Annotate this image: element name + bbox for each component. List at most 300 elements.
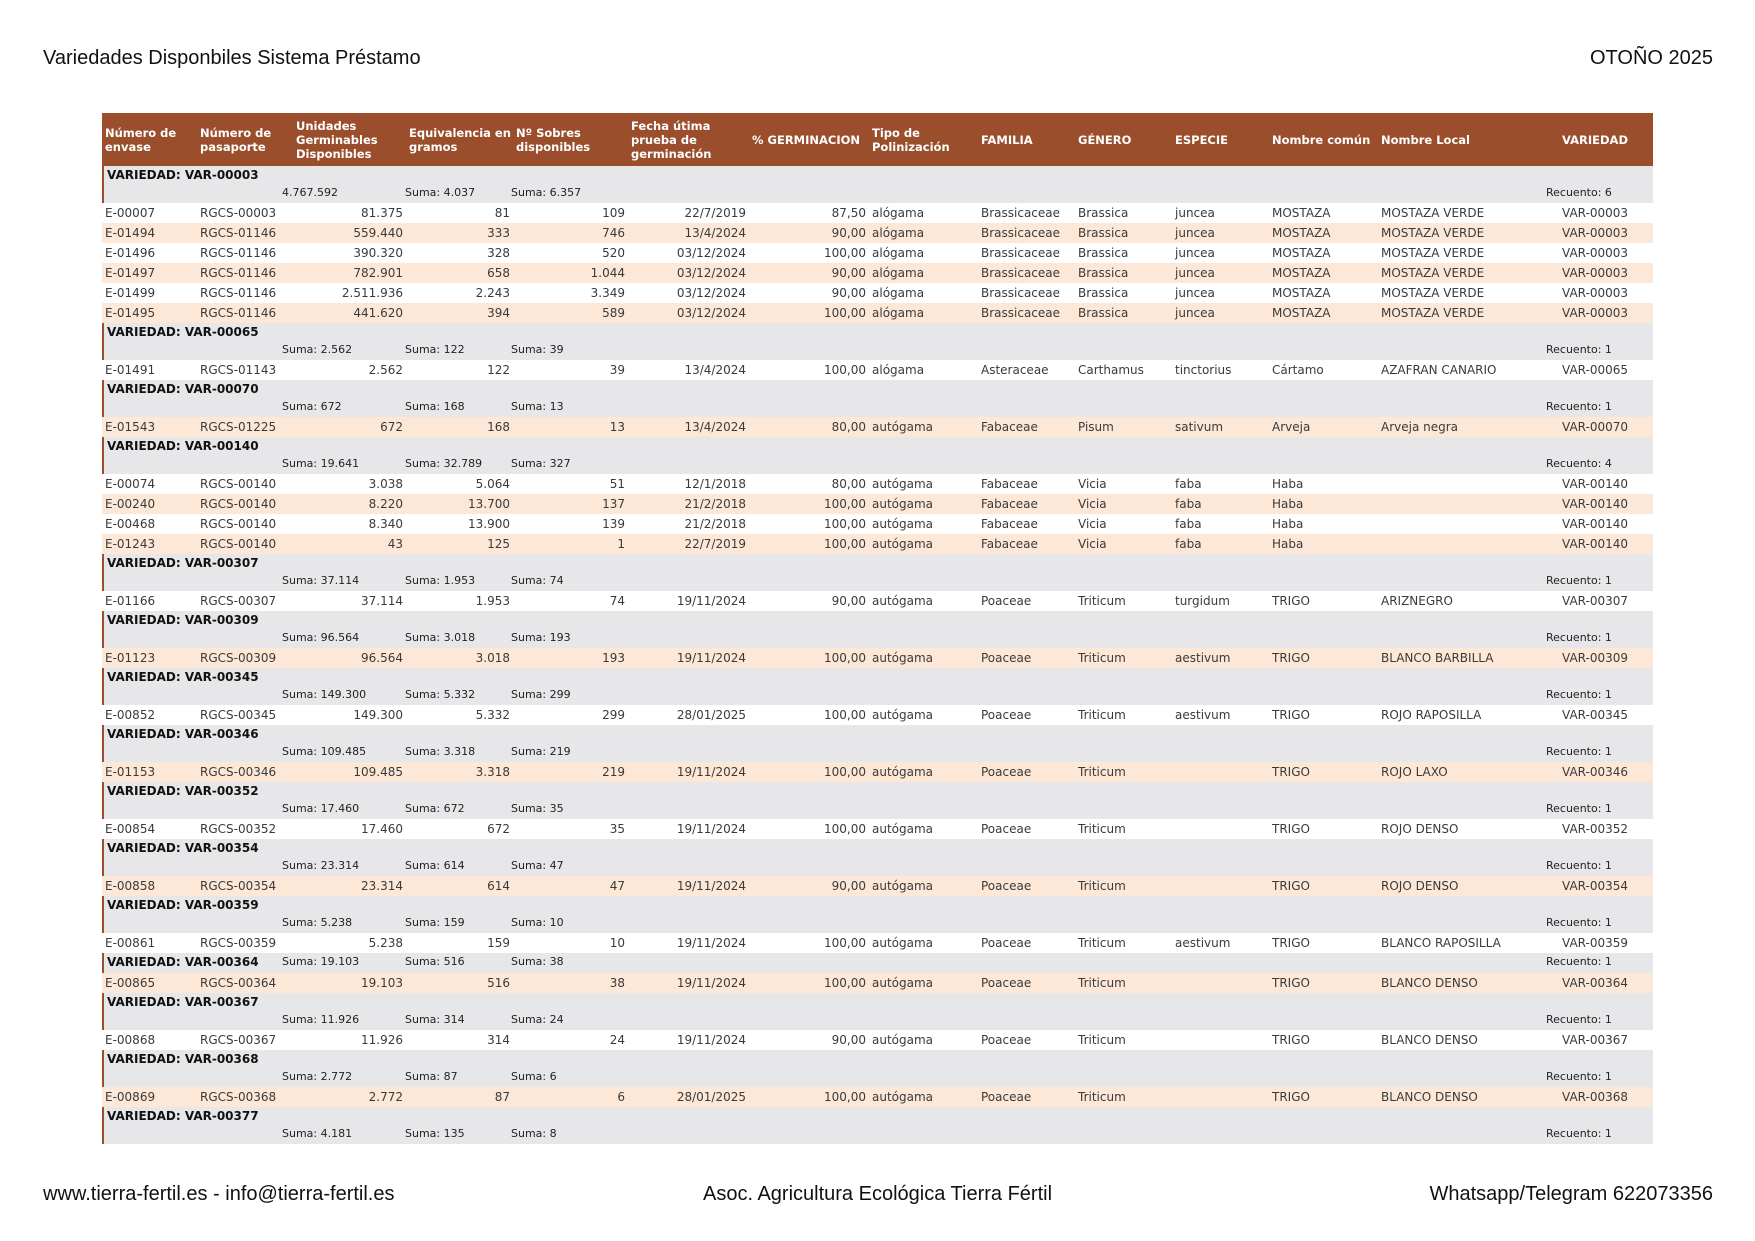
column-header-sobres: Nº Sobres disponibles [516,125,591,154]
group-count: Recuento: 1 [1546,1127,1612,1140]
cell-num-envase: E-00852 [105,708,156,722]
cell-num-envase: E-00074 [105,477,156,491]
cell-variedad: VAR-00003 [1562,246,1629,260]
page-title: Variedades Disponbiles Sistema Préstamo [43,47,421,69]
cell-num-pasaporte: RGCS-01146 [200,306,277,320]
cell-fecha: 19/11/2024 [676,1033,746,1047]
sum-grams: Suma: 159 [405,916,465,929]
column-header-nombre-local: Nombre Local [1381,132,1470,147]
sum-grams: Suma: 614 [405,859,465,872]
cell-nombre-local: MOSTAZA VERDE [1381,206,1485,220]
cell-equivalencia: 314 [487,1033,510,1047]
cell-nombre-local: MOSTAZA VERDE [1381,246,1485,260]
cell-familia: Poaceae [981,879,1032,893]
column-header-num-envase: Número de envase [105,125,177,154]
sum-sobres: Suma: 35 [511,802,564,815]
cell-germinacion: 90,00 [831,286,866,300]
column-header-variedad: VARIEDAD [1562,132,1629,147]
sum-sobres: Suma: 193 [511,631,571,644]
cell-num-envase: E-00869 [105,1090,156,1104]
cell-fecha: 13/4/2024 [684,226,746,240]
cell-num-pasaporte: RGCS-00140 [200,517,277,531]
cell-polinizacion: autógama [872,1090,934,1104]
cell-sobres: 24 [609,1033,625,1047]
group-count: Recuento: 6 [1546,186,1612,199]
table-row [102,876,1653,896]
sum-units: Suma: 2.772 [282,1070,353,1083]
group-summary [104,398,1653,417]
cell-polinizacion: alógama [872,226,925,240]
cell-num-pasaporte: RGCS-00140 [200,497,277,511]
cell-genero: Triticum [1078,651,1126,665]
group-count: Recuento: 1 [1546,631,1612,644]
sum-units: 4.767.592 [282,186,338,199]
cell-polinizacion: autógama [872,822,934,836]
cell-fecha: 03/12/2024 [676,306,746,320]
cell-num-envase: E-01243 [105,537,156,551]
cell-familia: Fabaceae [981,420,1038,434]
cell-unidades: 37.114 [361,594,403,608]
cell-sobres: 47 [609,879,625,893]
table-row [102,474,1653,494]
sum-sobres: Suma: 47 [511,859,564,872]
table-row [102,283,1653,303]
cell-sobres: 74 [609,594,625,608]
group-count: Recuento: 1 [1546,745,1612,758]
cell-especie: juncea [1175,286,1215,300]
sum-sobres: Suma: 6 [511,1070,557,1083]
cell-germinacion: 90,00 [831,879,866,893]
cell-familia: Fabaceae [981,537,1038,551]
group-summary [104,341,1653,360]
cell-germinacion: 100,00 [824,306,866,320]
cell-variedad: VAR-00345 [1562,708,1629,722]
sum-grams: Suma: 3.318 [405,745,476,758]
cell-equivalencia: 13.900 [468,517,510,531]
cell-num-envase: E-01496 [105,246,156,260]
sum-units: Suma: 672 [282,400,342,413]
group-title: VARIEDAD: VAR-00352 [107,784,259,798]
sum-units: Suma: 96.564 [282,631,360,644]
cell-num-pasaporte: RGCS-01146 [200,226,277,240]
cell-num-pasaporte: RGCS-01146 [200,266,277,280]
cell-nombre-local: BLANCO BARBILLA [1381,651,1494,665]
cell-unidades: 8.340 [368,517,403,531]
cell-variedad: VAR-00352 [1562,822,1629,836]
cell-genero: Brassica [1078,246,1129,260]
group-title: VARIEDAD: VAR-00364 [107,955,259,969]
cell-especie: tinctorius [1175,363,1232,377]
cell-genero: Brassica [1078,286,1129,300]
cell-familia: Poaceae [981,594,1032,608]
group-count: Recuento: 1 [1546,916,1612,929]
variety-group [102,725,1653,762]
cell-unidades: 11.926 [361,1033,403,1047]
group-summary [104,572,1653,591]
cell-unidades: 81.375 [361,206,403,220]
sum-sobres: Suma: 219 [511,745,571,758]
cell-germinacion: 100,00 [824,517,866,531]
cell-genero: Brassica [1078,206,1129,220]
cell-unidades: 19.103 [361,976,403,990]
cell-sobres: 746 [602,226,625,240]
cell-sobres: 137 [602,497,625,511]
cell-polinizacion: autógama [872,765,934,779]
table-row [102,203,1653,223]
sum-grams: Suma: 4.037 [405,186,476,199]
cell-fecha: 19/11/2024 [676,976,746,990]
cell-variedad: VAR-00003 [1562,286,1629,300]
cell-sobres: 38 [609,976,625,990]
group-summary [104,1011,1653,1030]
cell-nombre-comun: MOSTAZA [1272,286,1331,300]
footer-contact: www.tierra-fertil.es - info@tierra-fertil.es [43,1183,395,1205]
cell-equivalencia: 122 [487,363,510,377]
cell-num-envase: E-01494 [105,226,156,240]
cell-genero: Triticum [1078,1033,1126,1047]
season-label: OTOÑO 2025 [1589,47,1713,69]
cell-polinizacion: autógama [872,651,934,665]
cell-variedad: VAR-00359 [1562,936,1629,950]
table-header [102,113,1653,166]
cell-especie: juncea [1175,206,1215,220]
column-header-equivalencia: Equivalencia en gramos [409,125,511,154]
table-row [102,360,1653,380]
cell-equivalencia: 658 [487,266,510,280]
cell-sobres: 139 [602,517,625,531]
cell-polinizacion: alógama [872,363,925,377]
cell-polinizacion: alógama [872,266,925,280]
cell-fecha: 19/11/2024 [676,936,746,950]
cell-especie: faba [1175,537,1202,551]
cell-num-envase: E-00007 [105,206,156,220]
table-body [102,166,1653,1144]
cell-equivalencia: 3.318 [475,765,510,779]
cell-nombre-comun: TRIGO [1272,765,1310,779]
cell-fecha: 13/4/2024 [684,363,746,377]
cell-genero: Triticum [1078,765,1126,779]
column-header-genero: GÉNERO [1078,132,1132,147]
cell-genero: Vicia [1078,477,1107,491]
cell-equivalencia: 333 [487,226,510,240]
sum-sobres: Suma: 24 [511,1013,564,1026]
cell-especie: faba [1175,517,1202,531]
cell-fecha: 22/7/2019 [684,206,746,220]
group-title: VARIEDAD: VAR-00367 [107,995,259,1009]
sum-grams: Suma: 32.789 [405,457,483,470]
cell-nombre-comun: Cártamo [1272,363,1324,377]
group-title: VARIEDAD: VAR-00354 [107,841,259,855]
cell-num-pasaporte: RGCS-00359 [200,936,277,950]
cell-especie: sativum [1175,420,1224,434]
cell-variedad: VAR-00070 [1562,420,1629,434]
cell-especie: turgidum [1175,594,1230,608]
cell-germinacion: 100,00 [824,976,866,990]
cell-nombre-comun: TRIGO [1272,822,1310,836]
cell-equivalencia: 13.700 [468,497,510,511]
cell-familia: Fabaceae [981,517,1038,531]
sum-grams: Suma: 516 [405,955,465,968]
cell-num-envase: E-01543 [105,420,156,434]
group-title: VARIEDAD: VAR-00140 [107,439,259,453]
cell-variedad: VAR-00307 [1562,594,1629,608]
cell-familia: Brassicaceae [981,226,1061,240]
cell-nombre-local: ROJO DENSO [1381,879,1459,893]
cell-num-envase: E-01491 [105,363,156,377]
cell-num-pasaporte: RGCS-01143 [200,363,277,377]
cell-genero: Pisum [1078,420,1114,434]
cell-variedad: VAR-00003 [1562,266,1629,280]
cell-nombre-local: ROJO DENSO [1381,822,1459,836]
cell-fecha: 19/11/2024 [676,765,746,779]
sum-sobres: Suma: 10 [511,916,564,929]
cell-num-pasaporte: RGCS-00345 [200,708,277,722]
cell-polinizacion: autógama [872,879,934,893]
cell-sobres: 193 [602,651,625,665]
group-title: VARIEDAD: VAR-00065 [107,325,259,339]
sum-sobres: Suma: 39 [511,343,564,356]
cell-unidades: 8.220 [368,497,403,511]
cell-nombre-comun: MOSTAZA [1272,226,1331,240]
cell-equivalencia: 394 [487,306,510,320]
cell-unidades: 23.314 [361,879,403,893]
cell-nombre-local: AZAFRAN CANARIO [1381,363,1497,377]
cell-germinacion: 100,00 [824,936,866,950]
variety-group [102,668,1653,705]
cell-unidades: 43 [387,537,403,551]
cell-genero: Triticum [1078,708,1126,722]
cell-nombre-local: ARIZNEGRO [1381,594,1453,608]
cell-genero: Triticum [1078,1090,1126,1104]
cell-familia: Asteraceae [981,363,1049,377]
cell-num-pasaporte: RGCS-00368 [200,1090,277,1104]
cell-num-pasaporte: RGCS-01146 [200,246,277,260]
cell-nombre-comun: Haba [1272,497,1304,511]
table-row [102,933,1653,953]
cell-especie: juncea [1175,246,1215,260]
group-count: Recuento: 1 [1546,343,1612,356]
group-summary [104,1125,1653,1144]
variety-group [102,1050,1653,1087]
group-count: Recuento: 1 [1546,955,1612,968]
cell-num-pasaporte: RGCS-00003 [200,206,277,220]
cell-nombre-comun: Haba [1272,537,1304,551]
cell-nombre-comun: TRIGO [1272,976,1310,990]
sum-grams: Suma: 135 [405,1127,465,1140]
group-title: VARIEDAD: VAR-00377 [107,1109,259,1123]
cell-unidades: 5.238 [368,936,403,950]
cell-nombre-comun: TRIGO [1272,1033,1310,1047]
sum-units: Suma: 19.641 [282,457,360,470]
cell-num-pasaporte: RGCS-00354 [200,879,277,893]
cell-sobres: 520 [602,246,625,260]
cell-nombre-comun: TRIGO [1272,594,1310,608]
cell-variedad: VAR-00368 [1562,1090,1629,1104]
cell-especie: aestivum [1175,708,1231,722]
group-count: Recuento: 1 [1546,1013,1612,1026]
table-row [102,1087,1653,1107]
cell-sobres: 13 [609,420,625,434]
cell-nombre-comun: Arveja [1272,420,1311,434]
cell-nombre-comun: TRIGO [1272,879,1310,893]
group-count: Recuento: 1 [1546,859,1612,872]
group-count: Recuento: 1 [1546,400,1612,413]
cell-familia: Fabaceae [981,497,1038,511]
cell-fecha: 03/12/2024 [676,246,746,260]
sum-grams: Suma: 5.332 [405,688,476,701]
cell-nombre-comun: Haba [1272,477,1304,491]
cell-germinacion: 80,00 [831,477,866,491]
sum-units: Suma: 2.562 [282,343,353,356]
cell-familia: Poaceae [981,976,1032,990]
cell-variedad: VAR-00354 [1562,879,1629,893]
group-summary [104,686,1653,705]
cell-equivalencia: 3.018 [475,651,510,665]
sum-units: Suma: 17.460 [282,802,360,815]
cell-polinizacion: autógama [872,976,934,990]
cell-equivalencia: 125 [487,537,510,551]
cell-num-pasaporte: RGCS-01146 [200,286,277,300]
cell-germinacion: 80,00 [831,420,866,434]
cell-nombre-comun: TRIGO [1272,651,1310,665]
table-row [102,1030,1653,1050]
footer-association: Asoc. Agricultura Ecológica Tierra Fértil [702,1183,1053,1205]
cell-genero: Brassica [1078,226,1129,240]
variety-group [102,993,1653,1030]
cell-germinacion: 100,00 [824,822,866,836]
table-row [102,223,1653,243]
cell-variedad: VAR-00003 [1562,306,1629,320]
sum-grams: Suma: 3.018 [405,631,476,644]
cell-polinizacion: alógama [872,206,925,220]
group-title: VARIEDAD: VAR-00307 [107,556,259,570]
cell-polinizacion: autógama [872,420,934,434]
variety-group [102,166,1653,203]
cell-familia: Brassicaceae [981,286,1061,300]
cell-equivalencia: 5.332 [475,708,510,722]
cell-equivalencia: 614 [487,879,510,893]
column-header-fecha: Fecha útima prueba de germinación [631,118,712,161]
cell-especie: aestivum [1175,936,1231,950]
cell-variedad: VAR-00309 [1562,651,1629,665]
column-header-unidades: Unidades Germinables Disponibles [296,118,378,161]
group-title: VARIEDAD: VAR-00346 [107,727,259,741]
cell-nombre-local: MOSTAZA VERDE [1381,306,1485,320]
sum-sobres: Suma: 74 [511,574,564,587]
variety-group [102,1107,1653,1144]
cell-nombre-local: Arveja negra [1381,420,1459,434]
cell-polinizacion: alógama [872,286,925,300]
cell-unidades: 2.772 [368,1090,403,1104]
cell-fecha: 21/2/2018 [684,497,746,511]
cell-sobres: 10 [609,936,625,950]
cell-germinacion: 90,00 [831,1033,866,1047]
cell-num-envase: E-00854 [105,822,156,836]
sum-units: Suma: 11.926 [282,1013,360,1026]
cell-fecha: 21/2/2018 [684,517,746,531]
cell-sobres: 51 [609,477,625,491]
cell-equivalencia: 2.243 [475,286,510,300]
cell-sobres: 39 [609,363,625,377]
cell-familia: Poaceae [981,708,1032,722]
cell-especie: juncea [1175,306,1215,320]
cell-equivalencia: 328 [487,246,510,260]
cell-genero: Vicia [1078,537,1107,551]
cell-variedad: VAR-00003 [1562,206,1629,220]
cell-polinizacion: alógama [872,306,925,320]
cell-num-envase: E-00240 [105,497,156,511]
variety-group [102,323,1653,360]
cell-polinizacion: autógama [872,517,934,531]
cell-variedad: VAR-00364 [1562,976,1629,990]
group-summary [104,629,1653,648]
cell-unidades: 96.564 [361,651,403,665]
sum-units: Suma: 5.238 [282,916,353,929]
cell-fecha: 12/1/2018 [684,477,746,491]
cell-fecha: 19/11/2024 [676,594,746,608]
column-header-familia: FAMILIA [981,132,1033,147]
cell-equivalencia: 159 [487,936,510,950]
column-header-germinacion: % GERMINACION [752,132,861,147]
cell-num-envase: E-01495 [105,306,156,320]
cell-num-pasaporte: RGCS-00307 [200,594,277,608]
cell-genero: Triticum [1078,879,1126,893]
cell-polinizacion: alógama [872,246,925,260]
sum-grams: Suma: 314 [405,1013,465,1026]
table-row [102,514,1653,534]
group-title: VARIEDAD: VAR-00309 [107,613,259,627]
group-title: VARIEDAD: VAR-00345 [107,670,259,684]
cell-familia: Poaceae [981,936,1032,950]
cell-sobres: 109 [602,206,625,220]
cell-nombre-local: BLANCO DENSO [1381,976,1478,990]
varieties-table [102,113,1653,1144]
cell-unidades: 3.038 [368,477,403,491]
cell-unidades: 2.562 [368,363,403,377]
cell-nombre-comun: Haba [1272,517,1304,531]
cell-nombre-local: BLANCO RAPOSILLA [1381,936,1501,950]
cell-genero: Triticum [1078,936,1126,950]
cell-num-envase: E-01499 [105,286,156,300]
cell-num-pasaporte: RGCS-00309 [200,651,277,665]
cell-fecha: 03/12/2024 [676,266,746,280]
cell-nombre-comun: MOSTAZA [1272,266,1331,280]
cell-genero: Triticum [1078,976,1126,990]
cell-equivalencia: 5.064 [475,477,510,491]
cell-especie: juncea [1175,226,1215,240]
cell-nombre-local: ROJO LAXO [1381,765,1448,779]
cell-sobres: 219 [602,765,625,779]
cell-especie: juncea [1175,266,1215,280]
cell-polinizacion: autógama [872,1033,934,1047]
cell-variedad: VAR-00367 [1562,1033,1629,1047]
cell-unidades: 559.440 [353,226,403,240]
sum-grams: Suma: 87 [405,1070,458,1083]
group-count: Recuento: 4 [1546,457,1612,470]
cell-num-pasaporte: RGCS-00346 [200,765,277,779]
sum-sobres: Suma: 327 [511,457,571,470]
cell-sobres: 6 [617,1090,625,1104]
table-row [102,534,1653,554]
table-row [102,819,1653,839]
cell-nombre-local: MOSTAZA VERDE [1381,226,1485,240]
cell-polinizacion: autógama [872,497,934,511]
cell-nombre-comun: TRIGO [1272,1090,1310,1104]
variety-group [102,611,1653,648]
cell-num-pasaporte: RGCS-00364 [200,976,277,990]
table-row [102,494,1653,514]
group-count: Recuento: 1 [1546,802,1612,815]
